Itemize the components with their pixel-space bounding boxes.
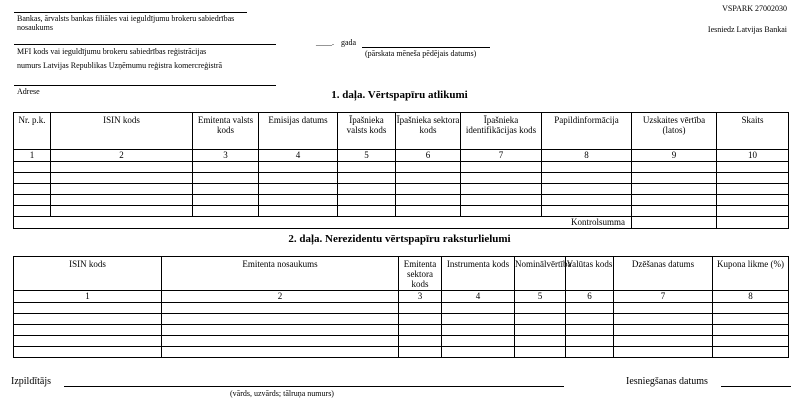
col-header-instrument: Instrumenta kods (442, 257, 515, 291)
table-row (14, 336, 789, 347)
table-cell[interactable] (461, 206, 542, 217)
table-cell[interactable] (259, 173, 338, 184)
table-cell[interactable] (399, 314, 442, 325)
submitted-to: Iesniedz Latvijas Bankai (707, 25, 787, 34)
col-header-book-value: Uzskaites vērtība (latos) (632, 113, 717, 150)
table-cell[interactable] (566, 314, 614, 325)
executor-label: Izpildītājs (11, 376, 51, 387)
table-cell[interactable] (396, 184, 461, 195)
table-cell[interactable] (14, 336, 162, 347)
table-cell[interactable] (442, 325, 515, 336)
col-number: 6 (396, 150, 461, 162)
year-prefix: ____. (316, 38, 334, 47)
reg-code-label-2: numurs Latvijas Republikas Uzņēmumu reģistra komercreģistrā (17, 61, 223, 70)
period-date-line (362, 47, 490, 48)
table-cell[interactable] (51, 173, 193, 184)
table-cell[interactable] (14, 325, 162, 336)
table-cell[interactable] (442, 314, 515, 325)
address-label: Adrese (17, 87, 40, 96)
table-row (14, 162, 789, 173)
table-cell[interactable] (461, 173, 542, 184)
col-header-currency: Valūtas kods (566, 257, 614, 291)
period-note: (pārskata mēneša pēdējais datums) (365, 49, 477, 58)
reg-code-label-1: MFI kods vai ieguldījumu brokeru sabiedrības reģistrācijas (17, 47, 207, 56)
table-cell[interactable] (14, 162, 51, 173)
col-header-issuer-sector: Emitenta sektora kods (399, 257, 442, 291)
table-cell[interactable] (442, 347, 515, 358)
table-cell[interactable] (14, 347, 162, 358)
year-label: gada (341, 38, 357, 47)
table-cell[interactable] (193, 195, 259, 206)
table-cell[interactable] (162, 336, 399, 347)
table-cell[interactable] (14, 314, 162, 325)
table-cell[interactable] (399, 325, 442, 336)
col-number: 6 (566, 291, 614, 303)
table-cell[interactable] (542, 173, 632, 184)
table-cell[interactable] (193, 162, 259, 173)
table-cell[interactable] (399, 336, 442, 347)
table-cell[interactable] (713, 347, 789, 358)
table-cell[interactable] (14, 206, 51, 217)
table-cell[interactable] (515, 314, 566, 325)
table-row (14, 325, 789, 336)
table-cell[interactable] (396, 173, 461, 184)
col-number: 2 (51, 150, 193, 162)
table-cell[interactable] (717, 206, 789, 217)
col-number: 1 (14, 150, 51, 162)
table-row (14, 173, 789, 184)
table-cell[interactable] (162, 303, 399, 314)
table-row (14, 184, 789, 195)
col-number: 7 (461, 150, 542, 162)
table-cell[interactable] (632, 184, 717, 195)
table-cell[interactable] (396, 162, 461, 173)
col-header-issue-date: Emisijas datums (259, 113, 338, 150)
bank-name-line (14, 12, 247, 13)
col-header-coupon: Kupona likme (%) (713, 257, 789, 291)
table-cell[interactable] (614, 303, 713, 314)
table-cell[interactable] (193, 173, 259, 184)
col-header-maturity: Dzēšanas datums (614, 257, 713, 291)
reg-code-line (14, 44, 276, 45)
table-row (14, 314, 789, 325)
control-sum-value-cell[interactable] (632, 217, 717, 229)
submission-date-label: Iesniegšanas datums (626, 376, 708, 387)
table-cell[interactable] (713, 303, 789, 314)
table-cell[interactable] (542, 162, 632, 173)
table-cell[interactable] (566, 347, 614, 358)
table-cell[interactable] (338, 206, 396, 217)
table-cell[interactable] (632, 173, 717, 184)
table-cell[interactable] (259, 195, 338, 206)
table-cell[interactable] (566, 336, 614, 347)
table-cell[interactable] (338, 162, 396, 173)
col-number: 8 (713, 291, 789, 303)
table-cell[interactable] (515, 303, 566, 314)
table-cell[interactable] (162, 314, 399, 325)
col-number: 5 (515, 291, 566, 303)
table-cell[interactable] (717, 173, 789, 184)
table-cell[interactable] (51, 195, 193, 206)
table-cell[interactable] (399, 347, 442, 358)
table-cell[interactable] (515, 336, 566, 347)
table-cell[interactable] (259, 206, 338, 217)
table-row (14, 195, 789, 206)
table-cell[interactable] (632, 162, 717, 173)
table-row (14, 347, 789, 358)
table-cell[interactable] (717, 162, 789, 173)
executor-line[interactable] (64, 386, 564, 387)
col-number: 4 (259, 150, 338, 162)
table-cell[interactable] (51, 184, 193, 195)
col-number: 2 (162, 291, 399, 303)
col-number: 8 (542, 150, 632, 162)
table-cell[interactable] (51, 206, 193, 217)
table-cell[interactable] (14, 173, 51, 184)
col-number: 5 (338, 150, 396, 162)
table-cell[interactable] (442, 336, 515, 347)
table-cell[interactable] (162, 325, 399, 336)
table-cell[interactable] (542, 195, 632, 206)
table-cell[interactable] (717, 195, 789, 206)
submission-date-line[interactable] (721, 386, 791, 387)
col-header-nominal: Nominālvērtība (515, 257, 566, 291)
form-code: VSPARK 27002030 (722, 4, 787, 13)
table-cell[interactable] (515, 347, 566, 358)
col-number: 7 (614, 291, 713, 303)
col-number: 9 (632, 150, 717, 162)
table-cell[interactable] (259, 162, 338, 173)
col-header-owner-id: Īpašnieka identifikācijas kods (461, 113, 542, 150)
col-header-additional-info: Papildinformācija (542, 113, 632, 150)
table-cell[interactable] (717, 184, 789, 195)
table-cell[interactable] (193, 184, 259, 195)
table-cell[interactable] (632, 195, 717, 206)
table-cell[interactable] (461, 184, 542, 195)
table-row (14, 303, 789, 314)
part2-table (13, 256, 789, 358)
table-cell[interactable] (515, 325, 566, 336)
table-cell[interactable] (542, 206, 632, 217)
table-cell[interactable] (442, 303, 515, 314)
table-row (14, 206, 789, 217)
table-cell[interactable] (614, 314, 713, 325)
table-cell[interactable] (396, 206, 461, 217)
table-cell[interactable] (614, 347, 713, 358)
table-cell[interactable] (338, 184, 396, 195)
col-header-isin: ISIN kods (14, 257, 162, 291)
col-header-issuer-country: Emitenta valsts kods (193, 113, 259, 150)
col-header-quantity: Skaits (717, 113, 789, 150)
executor-note: (vārds, uzvārds; tālruņa numurs) (230, 389, 334, 398)
table-cell[interactable] (461, 162, 542, 173)
table-cell[interactable] (14, 303, 162, 314)
table-cell[interactable] (399, 303, 442, 314)
table-cell[interactable] (14, 195, 51, 206)
table-cell[interactable] (259, 184, 338, 195)
table-cell[interactable] (14, 184, 51, 195)
bank-name-label: Bankas, ārvalsts bankas filiāles vai ieguldījumu brokeru sabiedrības nosaukums (17, 14, 235, 32)
table-cell[interactable] (162, 347, 399, 358)
col-header-nr: Nr. p.k. (14, 113, 51, 150)
table-cell[interactable] (614, 336, 713, 347)
table-cell[interactable] (542, 184, 632, 195)
col-number: 10 (717, 150, 789, 162)
table-cell[interactable] (713, 336, 789, 347)
control-sum-quantity-cell[interactable] (717, 217, 789, 229)
part1-table (13, 112, 789, 229)
table-cell[interactable] (338, 173, 396, 184)
table-cell[interactable] (461, 195, 542, 206)
table-cell[interactable] (566, 303, 614, 314)
table-cell[interactable] (193, 206, 259, 217)
address-line (14, 85, 276, 86)
table-cell[interactable] (338, 195, 396, 206)
col-number: 4 (442, 291, 515, 303)
part1-title: 1. daļa. Vērtspapīru atlikumi (331, 89, 468, 101)
col-header-owner-country: Īpašnieka valsts kods (338, 113, 396, 150)
table-cell[interactable] (614, 325, 713, 336)
col-header-isin: ISIN kods (51, 113, 193, 150)
col-header-issuer-name: Emitenta nosaukums (162, 257, 399, 291)
col-header-owner-sector: Īpašnieka sektora kods (396, 113, 461, 150)
col-number: 3 (399, 291, 442, 303)
control-sum-label: Kontrolsumma (14, 217, 632, 229)
col-number: 3 (193, 150, 259, 162)
table-cell[interactable] (713, 325, 789, 336)
part2-title: 2. daļa. Nerezidentu vērtspapīru raksturlielumi (288, 233, 511, 245)
col-number: 1 (14, 291, 162, 303)
table-cell[interactable] (632, 206, 717, 217)
table-cell[interactable] (713, 314, 789, 325)
table-cell[interactable] (566, 325, 614, 336)
table-cell[interactable] (51, 162, 193, 173)
table-cell[interactable] (396, 195, 461, 206)
